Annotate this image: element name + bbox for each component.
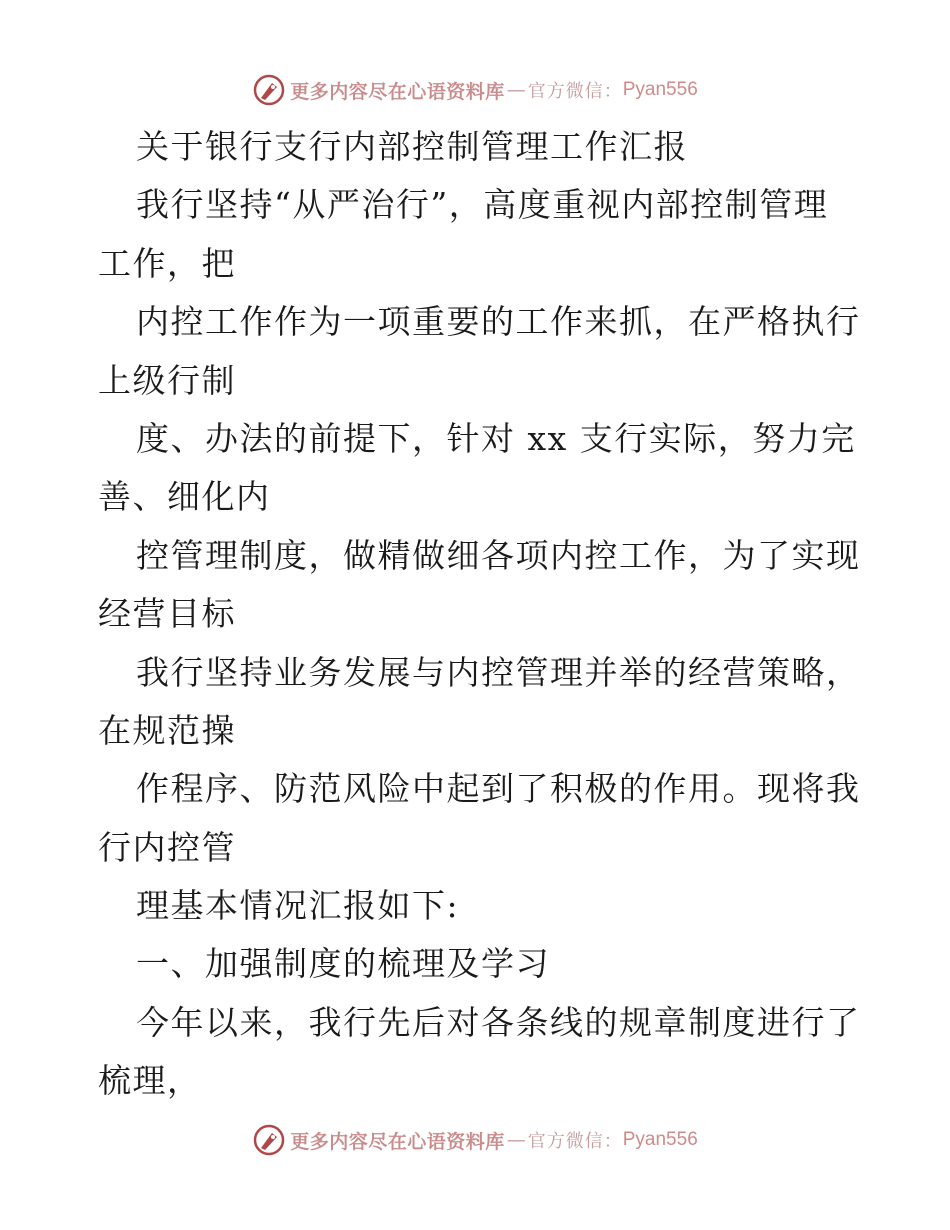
- watermark-brand: 更多内容尽在心语资料库: [290, 1130, 505, 1153]
- footer-watermark: [0, 1120, 950, 1160]
- section-heading: 一、加强制度的梳理及学习: [136, 944, 550, 984]
- paragraph-line: 经营目标: [98, 594, 236, 634]
- watermark-brand: 更多内容尽在心语资料库: [290, 80, 505, 103]
- paragraph-line: 控管理制度，做精做细各项内控工作，为了实现: [136, 535, 861, 575]
- paragraph-line: 在规范操: [98, 710, 236, 750]
- pen-nib-logo-icon: [252, 1123, 286, 1157]
- watermark-separator: —: [506, 1129, 526, 1151]
- paragraph-line: 内控工作作为一项重要的工作来抓，在严格执行: [136, 302, 861, 342]
- header-watermark: [0, 70, 950, 110]
- watermark-label: 官方微信：: [527, 1131, 623, 1152]
- paragraph-line: 上级行制: [98, 360, 236, 400]
- document-body: [98, 118, 861, 1111]
- paragraph-line: 我行坚持“从严治行”，高度重视内部控制管理: [136, 185, 829, 225]
- paragraph-line: 今年以来，我行先后对各条线的规章制度进行了: [136, 1002, 861, 1042]
- paragraph-line: 梳理，: [98, 1061, 202, 1101]
- watermark-label: 官方微信：: [527, 81, 623, 102]
- paragraph-line: 理基本情况汇报如下:: [136, 886, 460, 926]
- paragraph-line: 善、细化内: [98, 477, 271, 517]
- paragraph-line: 工作，把: [98, 243, 236, 283]
- watermark-separator: —: [506, 79, 526, 101]
- watermark-id: Pyan556: [622, 79, 698, 100]
- watermark-id: Pyan556: [622, 1129, 698, 1150]
- paragraph-line: 度、办法的前提下，针对 xx 支行实际，努力完: [136, 418, 856, 458]
- pen-nib-logo-icon: [252, 73, 286, 107]
- paragraph-line: 我行坚持业务发展与内控管理并举的经营策略，: [136, 652, 861, 692]
- paragraph-line: 作程序、防范风险中起到了积极的作用。现将我: [136, 769, 861, 809]
- paragraph-line: 行内控管: [98, 827, 236, 867]
- document-title: 关于银行支行内部控制管理工作汇报: [136, 127, 688, 166]
